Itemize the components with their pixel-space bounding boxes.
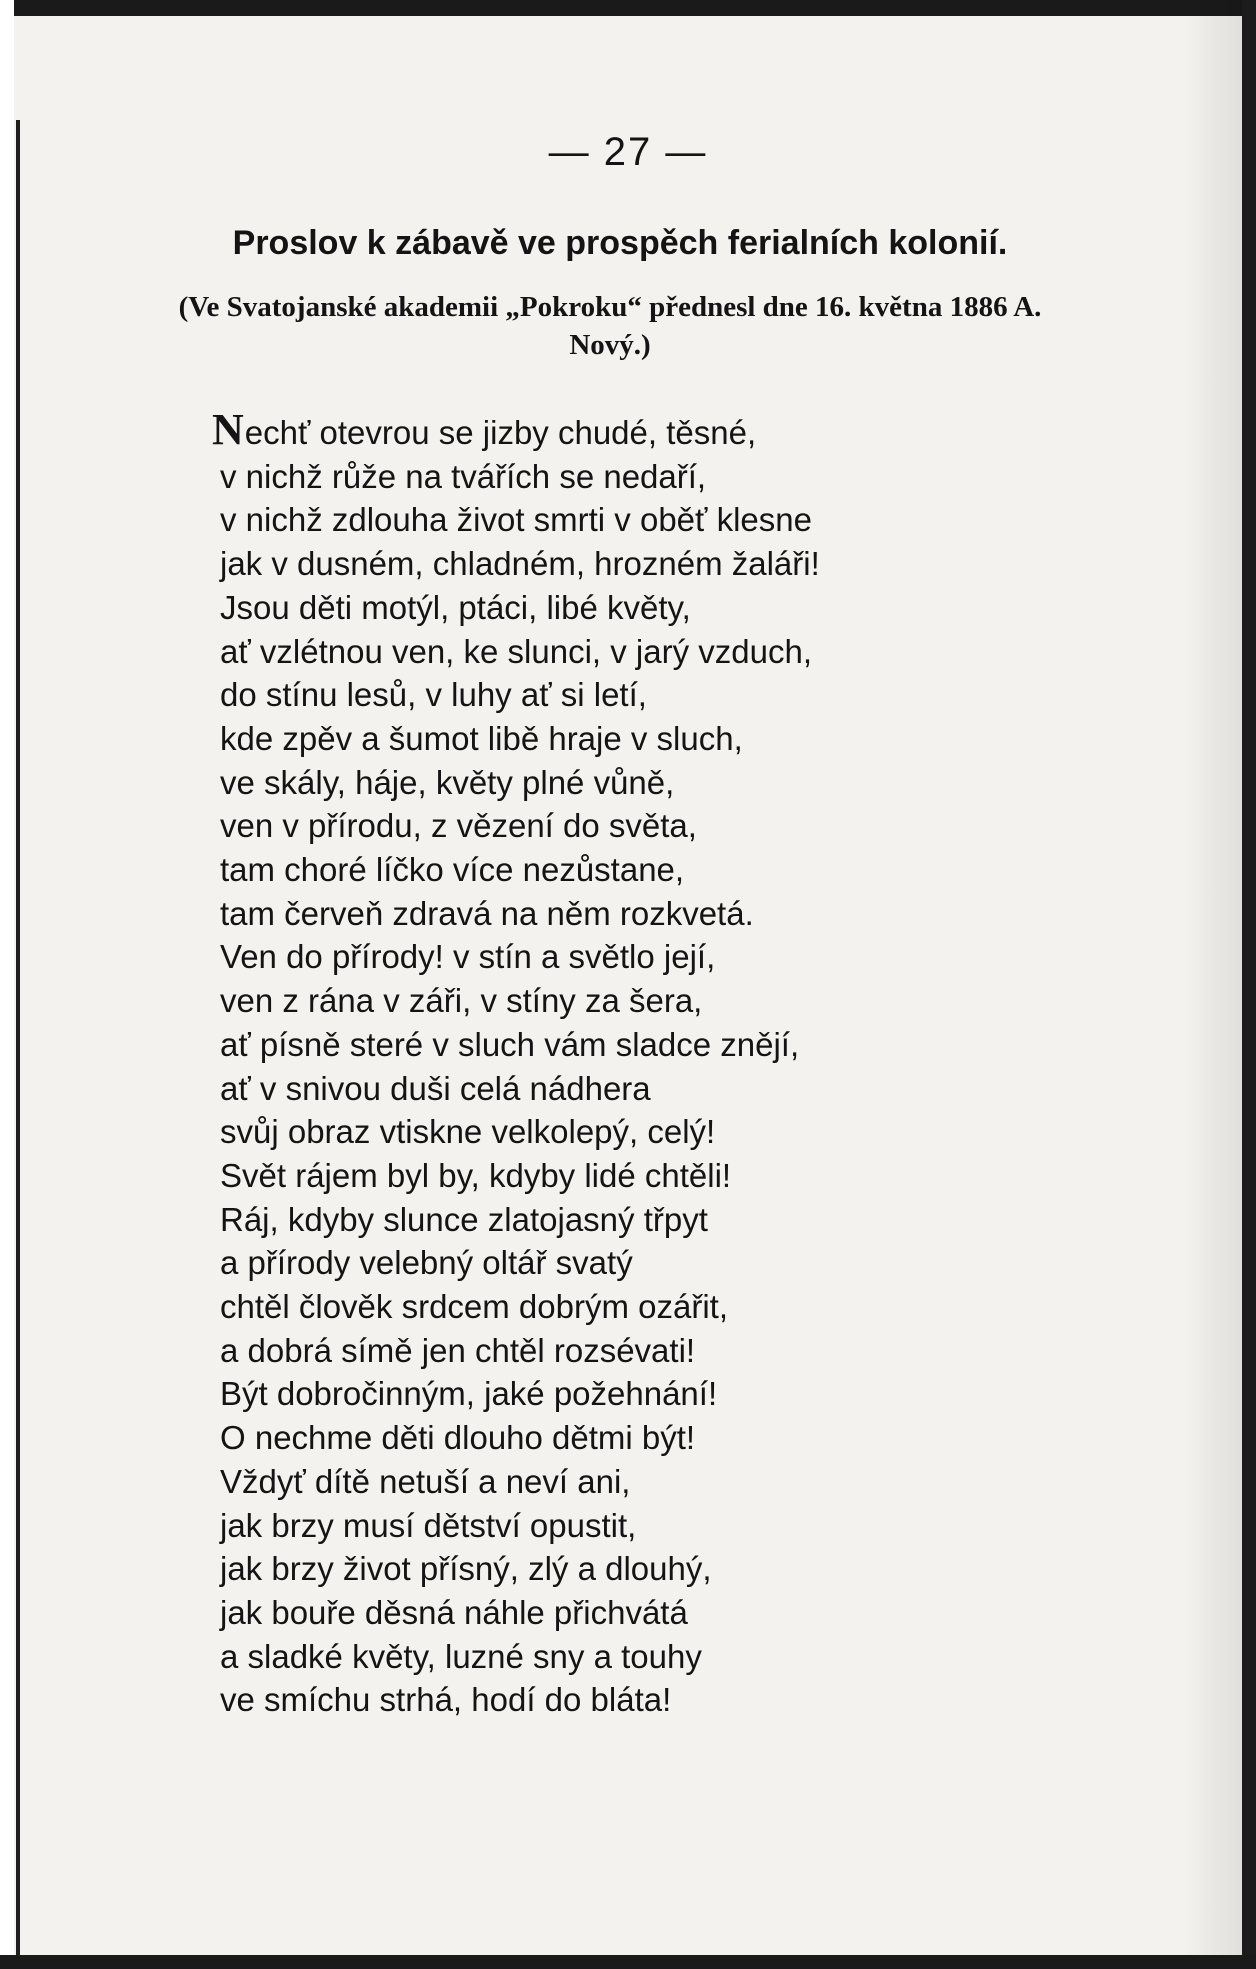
poem-line: a dobrá símě jen chtěl rozsévati! [220, 1331, 696, 1369]
page-subtitle: (Ve Svatojanské akademii „Pokroku“ přednesl dne 16. května 1886 A. Nový.) [178, 291, 1042, 361]
poem-line: tam choré líčko více nezůstane, [220, 851, 685, 889]
scan-right-shadow [1182, 0, 1242, 1969]
scan-right-edge [1242, 0, 1256, 1969]
poem-line: ven v přírodu, z vězení do světa, [220, 807, 697, 845]
scan-left-margin [0, 0, 14, 1969]
poem [212, 405, 1100, 1722]
scan-top-edge [0, 0, 1256, 16]
poem-line: jak brzy musí dětství opustit, [220, 1506, 637, 1544]
poem-line: Být dobročinným, jaké požehnání! [220, 1375, 718, 1413]
page-title: Proslov k zábavě ve prospěch ferialních kolonií. [232, 224, 1008, 262]
poem-line: jak bouře děsná náhle přichvátá [220, 1593, 688, 1631]
poem-line: Svět rájem byl by, kdyby lidé chtěli! [220, 1156, 732, 1194]
poem-line: jak v dusném, chladném, hrozném žaláři! [220, 545, 820, 583]
poem-line [212, 405, 1100, 455]
scan-bottom-edge [0, 1955, 1256, 1969]
poem-line: ve smíchu strhá, hodí do bláta! [220, 1681, 672, 1719]
poem-line: ven z rána v záři, v stíny za šera, [220, 982, 703, 1020]
poem-line: a sladké květy, luzné sny a touhy [220, 1637, 702, 1675]
poem-line: do stínu lesů, v luhy ať si letí, [220, 676, 647, 714]
page-number: — 27 — [548, 130, 708, 174]
poem-line: chtěl člověk srdcem dobrým ozářit, [220, 1288, 729, 1326]
poem-line: ať písně steré v sluch vám sladce znějí, [220, 1025, 800, 1063]
poem-line: v nichž růže na tvářích se nedaří, [220, 457, 707, 495]
poem-line: svůj obraz vtiskne velkolepý, celý! [220, 1113, 716, 1151]
poem-line: O nechme děti dlouho dětmi být! [220, 1419, 696, 1457]
poem-line: ať vzlétnou ven, ke slunci, v jarý vzduch, [220, 632, 812, 670]
poem-line: jak brzy život přísný, zlý a dlouhý, [220, 1550, 712, 1588]
poem-line: ať v snivou duši celá nádhera [220, 1069, 651, 1107]
poem-line: v nichž zdlouha život smrti v oběť klesne [220, 501, 812, 539]
poem-line: Jsou děti motýl, ptáci, libé květy, [220, 588, 691, 626]
poem-line: ve skály, háje, květy plné vůně, [220, 763, 675, 801]
scan-left-edge [16, 120, 20, 1969]
poem-line: Vždyť dítě netuší a neví ani, [220, 1462, 631, 1500]
poem-line-text: echť otevrou se jizby chudé, těsné, [244, 414, 757, 451]
poem-line: tam červeň zdravá na něm rozkvetá. [220, 894, 754, 932]
poem-line: Ven do přírody! v stín a světlo její, [220, 938, 716, 976]
poem-line: Ráj, kdyby slunce zlatojasný třpyt [220, 1200, 708, 1238]
drop-cap-initial: N [212, 405, 244, 454]
poem-line: a přírody velebný oltář svatý [220, 1244, 633, 1282]
poem-line: kde zpěv a šumot libě hraje v sluch, [220, 719, 743, 757]
